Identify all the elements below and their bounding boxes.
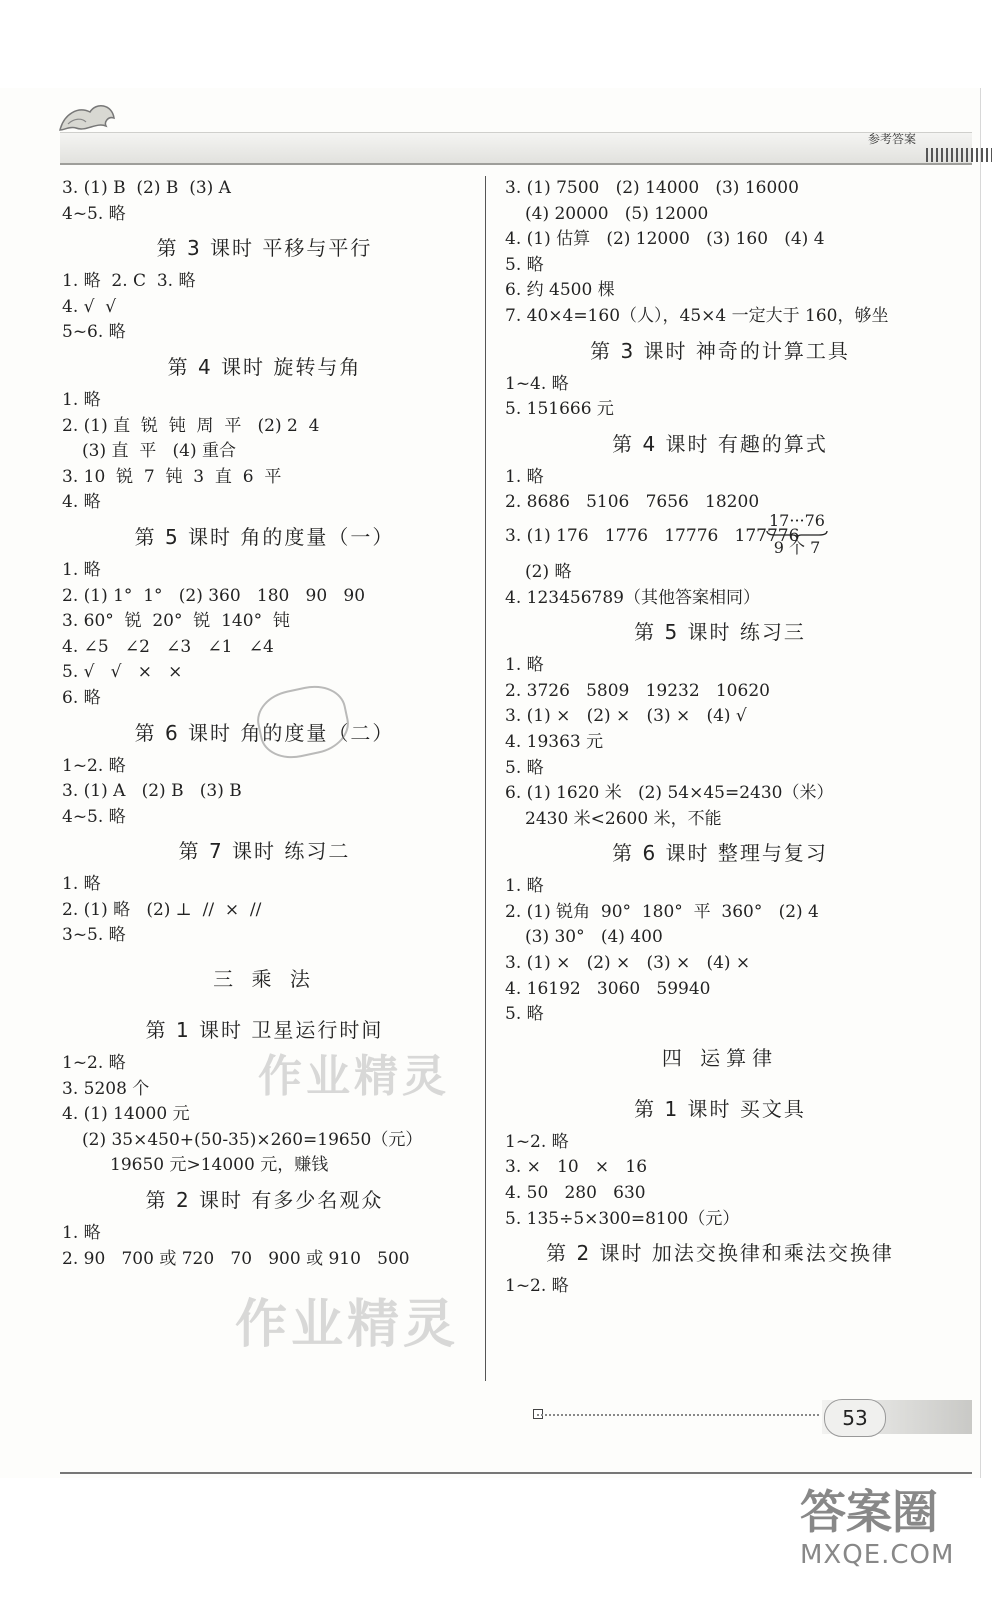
answer-line: 2. 3726 5809 19232 10620	[505, 680, 770, 701]
answer-line: 1~2. 略	[62, 755, 126, 776]
answer-text: 3. (1) 176 1776 17776 177776	[505, 525, 800, 546]
lesson-heading: 第 5 课时 角的度量（一）	[134, 524, 395, 549]
answer-line: 2. 90 700 或 720 70 900 或 910 500	[62, 1248, 410, 1269]
lesson-heading: 第 4 课时 有趣的算式	[612, 431, 828, 456]
answer-line: 3. 5208 个	[62, 1078, 150, 1099]
answer-line: 5~6. 略	[62, 322, 126, 343]
answer-line: 1. 略	[62, 389, 101, 410]
answer-line: 3. 10 锐 7 钝 3 直 6 平	[62, 466, 282, 487]
answer-line: 2. (1) 锐角 90° 180° 平 360° (2) 4	[505, 901, 819, 922]
answer-line: 1. 略	[62, 874, 101, 895]
answer-line: (3) 直 平 (4) 重合	[82, 441, 236, 462]
answer-line	[505, 510, 935, 560]
watermark-text: 作业精灵	[235, 1295, 460, 1355]
footer-dotted-line	[537, 1414, 819, 1418]
answer-line: 4~5. 略	[62, 203, 126, 224]
header-ticks	[926, 148, 992, 162]
header-label: 参考答案	[867, 132, 916, 146]
answer-line: 4. √ √	[62, 296, 117, 317]
answer-line: 1. 略	[505, 466, 544, 487]
watermark-text: 作业精灵	[258, 1051, 450, 1102]
lesson-heading: 第 6 课时 角的度量（二）	[134, 720, 395, 745]
brace-top-text: 17···76	[769, 510, 825, 530]
lesson-heading: 第 1 课时 买文具	[634, 1096, 806, 1121]
answer-line: 3~5. 略	[62, 925, 126, 946]
answer-line: 3. (1) 7500 (2) 14000 (3) 16000	[505, 178, 799, 198]
answer-line: 1~2. 略	[505, 1276, 569, 1297]
answer-line: 4. 16192 3060 59940	[505, 978, 711, 999]
brace-bottom-text: 9 个 7	[773, 537, 821, 557]
answer-line: 4. (1) 14000 元	[62, 1104, 190, 1125]
answer-line: 5. 略	[505, 1004, 544, 1025]
answer-line: 4. 略	[62, 492, 101, 513]
lesson-heading: 第 2 课时 有多少名观众	[145, 1188, 384, 1213]
answer-line: 4. (1) 估算 (2) 12000 (3) 160 (4) 4	[505, 229, 825, 250]
lesson-heading: 第 2 课时 加法交换律和乘法交换律	[546, 1241, 894, 1266]
unit-heading: 四 运算律	[661, 1045, 779, 1070]
site-logo-url: MXQE.COM	[800, 1540, 955, 1570]
answer-line: 4. 123456789（其他答案相同）	[505, 587, 760, 608]
answer-line: 5. 135÷5×300=8100（元）	[505, 1208, 740, 1229]
answer-line: 4~5. 略	[62, 806, 126, 827]
answer-line: (2) 35×450+(50-35)×260=19650（元）	[82, 1129, 423, 1150]
answer-line: 6. (1) 1620 米 (2) 54×45=2430（米）	[505, 783, 834, 804]
site-logo-main: 答案圈	[800, 1485, 938, 1539]
answer-line: (2) 略	[525, 561, 572, 582]
answer-line: 5. 151666 元	[505, 399, 614, 420]
header-band	[60, 132, 972, 165]
answer-line: 1. 略	[505, 876, 544, 897]
answer-line: 5. 略	[505, 757, 544, 778]
lesson-heading: 第 1 课时 卫星运行时间	[145, 1018, 384, 1043]
answer-line: 5. 略	[505, 254, 544, 275]
lesson-heading: 第 3 课时 平移与平行	[156, 236, 373, 261]
lesson-heading: 第 4 课时 旋转与角	[167, 354, 362, 379]
answer-line: (3) 30° (4) 400	[525, 927, 663, 948]
answer-line: 3. 60° 锐 20° 锐 140° 钝	[62, 611, 290, 632]
answer-line: 6. 约 4500 棵	[505, 280, 615, 301]
answer-line: 2430 米<2600 米，不能	[525, 808, 722, 829]
answer-line: 3. (1) B (2) B (3) A	[62, 178, 231, 198]
right-column	[505, 176, 935, 1300]
answer-line: 4. 50 280 630	[505, 1183, 646, 1204]
answer-line: 1~4. 略	[505, 373, 569, 394]
answer-line: 4. 19363 元	[505, 731, 604, 752]
lesson-heading: 第 7 课时 练习二	[178, 839, 351, 864]
page-number: 53	[824, 1399, 886, 1437]
answer-line: 4. ∠5 ∠2 ∠3 ∠1 ∠4	[62, 636, 274, 657]
answer-line: 1. 略	[505, 655, 544, 676]
lesson-heading: 第 3 课时 神奇的计算工具	[590, 338, 850, 363]
column-divider	[485, 176, 486, 1381]
answer-line: 3. × 10 × 16	[505, 1157, 648, 1178]
answer-line: 3. (1) A (2) B (3) B	[62, 781, 242, 802]
answer-line: (4) 20000 (5) 12000	[525, 203, 709, 224]
lesson-heading: 第 6 课时 整理与复习	[612, 841, 828, 866]
answer-line: 5. √ √ × ×	[62, 662, 183, 683]
brace-annotation	[759, 512, 835, 556]
answer-line: 7. 40×4=160（人），45×4 一定大于 160，够坐	[505, 305, 889, 326]
answer-line: 6. 略	[62, 687, 101, 708]
site-logo	[800, 1484, 980, 1594]
answer-line: 1. 略	[62, 559, 101, 580]
answer-line: 2. (1) 直 锐 钝 周 平 (2) 2 4	[62, 415, 320, 436]
answer-line: 2. 8686 5106 7656 18200	[505, 492, 760, 513]
unit-heading: 三 乘 法	[213, 967, 316, 992]
answer-line: 1. 略	[62, 1223, 101, 1244]
lesson-heading: 第 5 课时 练习三	[634, 620, 806, 645]
answer-line: 3. (1) × (2) × (3) × (4) ×	[505, 953, 751, 974]
bottom-rule	[60, 1472, 972, 1474]
answer-line: 1~2. 略	[505, 1131, 569, 1152]
answer-line: 1~2. 略	[62, 1053, 126, 1074]
answer-line: 2. (1) 1° 1° (2) 360 180 90 90	[62, 585, 366, 606]
answer-line: 1. 略 2. C 3. 略	[62, 271, 196, 292]
answer-line: 19650 元>14000 元，赚钱	[110, 1155, 329, 1176]
answer-line: 2. (1) 略 (2) ⊥ // × //	[62, 899, 262, 920]
answer-line: 3. (1) × (2) × (3) × (4) √	[505, 706, 747, 727]
